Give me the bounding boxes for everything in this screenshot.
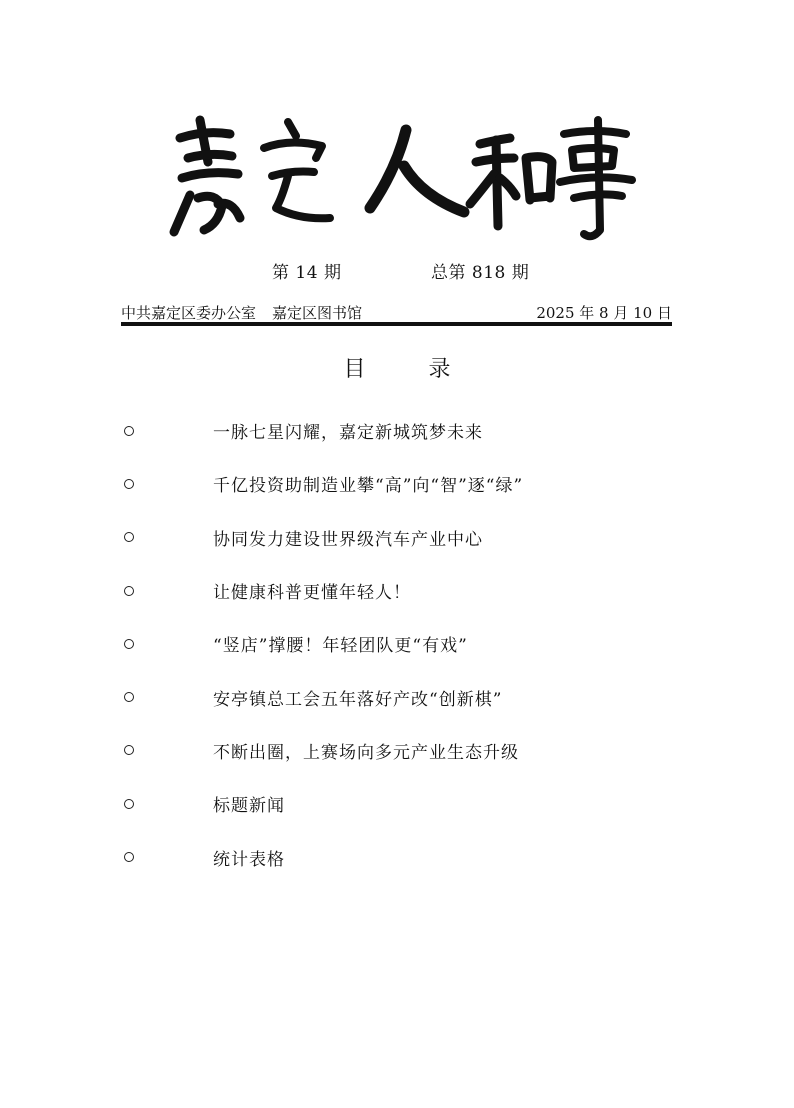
toc-item [121,670,681,723]
toc-item-title: 安亭镇总工会五年落好产改“创新棋” [213,689,503,710]
issue-total-number: 总第 818 期 [431,263,530,283]
publisher-org-1: 中共嘉定区委办公室 [121,304,257,322]
toc-item-title: 千亿投资助制造业攀“高”向“智”逐“绿” [213,476,524,497]
toc-item-title: 标题新闻 [213,796,285,817]
publisher-org-2: 嘉定区图书馆 [272,304,363,322]
toc-item-title: 让健康科普更懂年轻人！ [213,583,411,604]
publisher-row [121,302,672,322]
toc-item-title: 不断出圈，上赛场向多元产业生态升级 [213,742,519,763]
publisher-orgs [121,302,362,322]
toc-item [121,777,681,830]
toc-item [121,830,681,883]
circle-bullet-icon [124,639,134,649]
publish-date: 2025 年 8 月 10 日 [536,304,672,322]
toc-item-title: 一脉七星闪耀，嘉定新城筑梦未来 [213,423,483,444]
circle-bullet-icon [124,799,134,809]
circle-bullet-icon [124,586,134,596]
toc-item [121,564,681,617]
toc-item-title: “竖店”撑腰！年轻团队更“有戏” [213,636,468,657]
toc-item [121,457,681,510]
masthead-calligraphy-logo [160,100,640,250]
header-divider [121,322,672,326]
toc-list [121,404,681,884]
toc-item-title: 协同发力建设世界级汽车产业中心 [213,529,483,550]
circle-bullet-icon [124,745,134,755]
circle-bullet-icon [124,852,134,862]
toc-item [121,617,681,670]
circle-bullet-icon [124,692,134,702]
toc-item [121,404,681,457]
toc-item [121,511,681,564]
issue-number: 第 14 期 [272,263,342,283]
circle-bullet-icon [124,479,134,489]
circle-bullet-icon [124,532,134,542]
toc-item [121,724,681,777]
masthead-calligraphy-icon [160,100,640,250]
toc-title: 目 录 [343,357,479,382]
circle-bullet-icon [124,426,134,436]
toc-item-title: 统计表格 [213,849,285,870]
